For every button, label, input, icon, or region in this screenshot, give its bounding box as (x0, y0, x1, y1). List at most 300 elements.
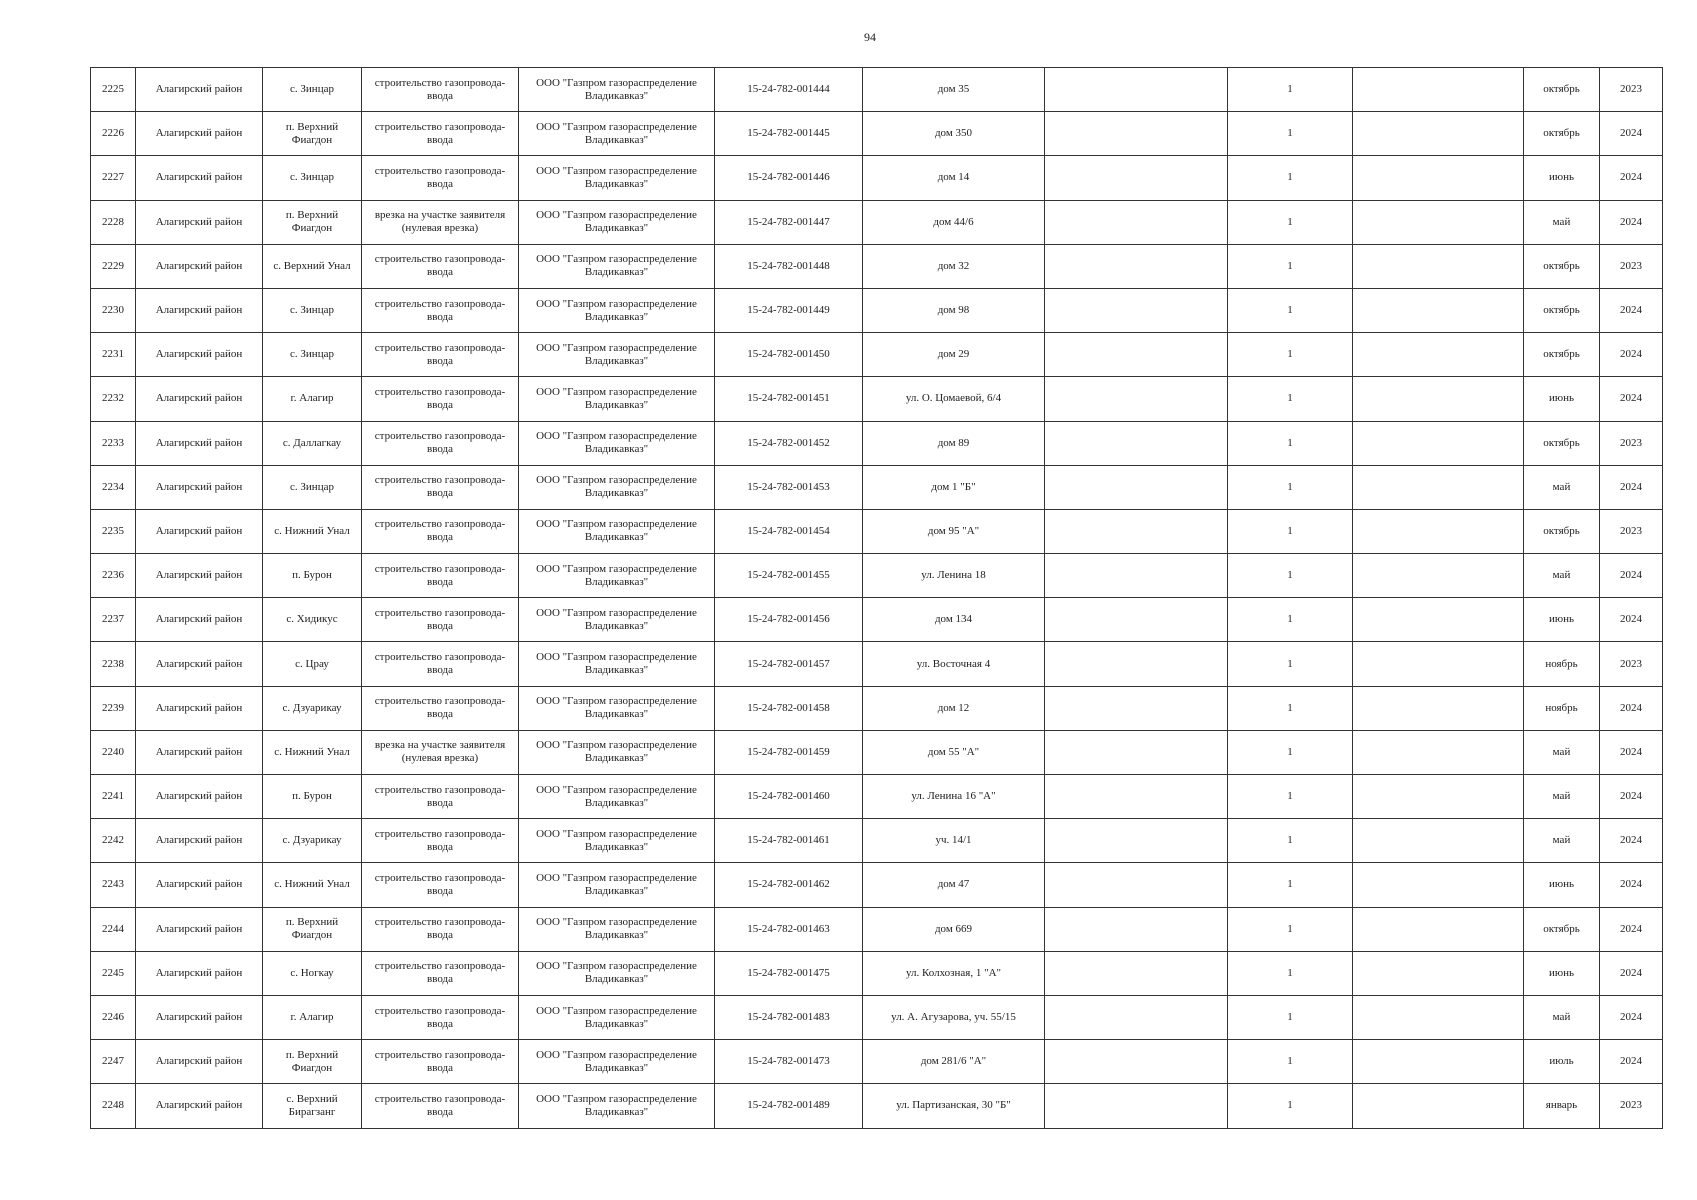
table-row (91, 775, 1663, 819)
district-cell: Алагирский район (136, 377, 263, 421)
month-cell: май (1524, 819, 1600, 863)
quantity-cell: 1 (1228, 465, 1353, 509)
application-code-cell: 15-24-782-001459 (715, 730, 863, 774)
empty-cell (1353, 377, 1524, 421)
empty-cell (1045, 1040, 1228, 1084)
row-number-cell: 2238 (91, 642, 136, 686)
address-cell: дом 14 (863, 156, 1045, 200)
application-code-cell: 15-24-782-001448 (715, 244, 863, 288)
month-cell: октябрь (1524, 288, 1600, 332)
address-cell: ул. Партизанская, 30 "Б" (863, 1084, 1045, 1128)
work-type-cell: строительство газопровода-ввода (362, 288, 519, 332)
address-cell: дом 89 (863, 421, 1045, 465)
settlement-cell: с. Нижний Унал (263, 730, 362, 774)
quantity-cell: 1 (1228, 907, 1353, 951)
row-number-cell: 2232 (91, 377, 136, 421)
month-cell: ноябрь (1524, 686, 1600, 730)
registry-table (90, 67, 1663, 1129)
application-code-cell: 15-24-782-001461 (715, 819, 863, 863)
year-cell: 2024 (1600, 819, 1663, 863)
district-cell: Алагирский район (136, 642, 263, 686)
empty-cell (1353, 244, 1524, 288)
row-number-cell: 2230 (91, 288, 136, 332)
year-cell: 2024 (1600, 775, 1663, 819)
address-cell: дом 95 "А" (863, 509, 1045, 553)
district-cell: Алагирский район (136, 1040, 263, 1084)
month-cell: май (1524, 775, 1600, 819)
month-cell: ноябрь (1524, 642, 1600, 686)
table-row (91, 951, 1663, 995)
address-cell: уч. 14/1 (863, 819, 1045, 863)
empty-cell (1353, 775, 1524, 819)
row-number-cell: 2240 (91, 730, 136, 774)
empty-cell (1353, 421, 1524, 465)
application-code-cell: 15-24-782-001475 (715, 951, 863, 995)
address-cell: ул. Ленина 18 (863, 554, 1045, 598)
settlement-cell: с. Дзуарикау (263, 819, 362, 863)
district-cell: Алагирский район (136, 68, 263, 112)
month-cell: июнь (1524, 598, 1600, 642)
quantity-cell: 1 (1228, 554, 1353, 598)
month-cell: октябрь (1524, 244, 1600, 288)
row-number-cell: 2234 (91, 465, 136, 509)
year-cell: 2024 (1600, 554, 1663, 598)
empty-cell (1353, 200, 1524, 244)
organization-cell: ООО "Газпром газораспределение Владикавказ" (519, 244, 715, 288)
table-row (91, 686, 1663, 730)
table-row (91, 819, 1663, 863)
empty-cell (1353, 554, 1524, 598)
year-cell: 2023 (1600, 1084, 1663, 1128)
table-row (91, 1084, 1663, 1128)
empty-cell (1045, 863, 1228, 907)
year-cell: 2024 (1600, 377, 1663, 421)
empty-cell (1353, 68, 1524, 112)
empty-cell (1045, 288, 1228, 332)
empty-cell (1045, 686, 1228, 730)
empty-cell (1353, 863, 1524, 907)
application-code-cell: 15-24-782-001444 (715, 68, 863, 112)
empty-cell (1045, 775, 1228, 819)
year-cell: 2024 (1600, 907, 1663, 951)
address-cell: ул. Восточная 4 (863, 642, 1045, 686)
quantity-cell: 1 (1228, 642, 1353, 686)
address-cell: ул. Ленина 16 "А" (863, 775, 1045, 819)
application-code-cell: 15-24-782-001483 (715, 995, 863, 1039)
empty-cell (1045, 244, 1228, 288)
settlement-cell: п. Верхний Фиагдон (263, 907, 362, 951)
work-type-cell: строительство газопровода-ввода (362, 686, 519, 730)
application-code-cell: 15-24-782-001489 (715, 1084, 863, 1128)
work-type-cell: строительство газопровода-ввода (362, 68, 519, 112)
empty-cell (1045, 465, 1228, 509)
district-cell: Алагирский район (136, 200, 263, 244)
quantity-cell: 1 (1228, 730, 1353, 774)
quantity-cell: 1 (1228, 598, 1353, 642)
application-code-cell: 15-24-782-001453 (715, 465, 863, 509)
address-cell: дом 281/6 "А" (863, 1040, 1045, 1084)
table-row (91, 377, 1663, 421)
table-row (91, 907, 1663, 951)
row-number-cell: 2231 (91, 333, 136, 377)
empty-cell (1353, 642, 1524, 686)
settlement-cell: с. Зинцар (263, 68, 362, 112)
settlement-cell: п. Верхний Фиагдон (263, 200, 362, 244)
settlement-cell: с. Зинцар (263, 465, 362, 509)
work-type-cell: строительство газопровода-ввода (362, 598, 519, 642)
row-number-cell: 2242 (91, 819, 136, 863)
quantity-cell: 1 (1228, 1040, 1353, 1084)
empty-cell (1045, 951, 1228, 995)
month-cell: январь (1524, 1084, 1600, 1128)
work-type-cell: строительство газопровода-ввода (362, 995, 519, 1039)
organization-cell: ООО "Газпром газораспределение Владикавказ" (519, 1040, 715, 1084)
settlement-cell: п. Бурон (263, 554, 362, 598)
address-cell: дом 98 (863, 288, 1045, 332)
settlement-cell: с. Верхний Унал (263, 244, 362, 288)
table-row (91, 730, 1663, 774)
month-cell: июнь (1524, 156, 1600, 200)
registry-table-body (91, 68, 1663, 1129)
empty-cell (1353, 1040, 1524, 1084)
application-code-cell: 15-24-782-001449 (715, 288, 863, 332)
work-type-cell: строительство газопровода-ввода (362, 377, 519, 421)
empty-cell (1045, 642, 1228, 686)
table-row (91, 598, 1663, 642)
empty-cell (1045, 509, 1228, 553)
organization-cell: ООО "Газпром газораспределение Владикавказ" (519, 907, 715, 951)
table-row (91, 863, 1663, 907)
application-code-cell: 15-24-782-001451 (715, 377, 863, 421)
empty-cell (1353, 156, 1524, 200)
district-cell: Алагирский район (136, 995, 263, 1039)
table-row (91, 465, 1663, 509)
month-cell: май (1524, 730, 1600, 774)
district-cell: Алагирский район (136, 465, 263, 509)
empty-cell (1353, 1084, 1524, 1128)
organization-cell: ООО "Газпром газораспределение Владикавказ" (519, 509, 715, 553)
quantity-cell: 1 (1228, 156, 1353, 200)
year-cell: 2023 (1600, 244, 1663, 288)
organization-cell: ООО "Газпром газораспределение Владикавказ" (519, 730, 715, 774)
empty-cell (1045, 333, 1228, 377)
table-row (91, 1040, 1663, 1084)
organization-cell: ООО "Газпром газораспределение Владикавказ" (519, 200, 715, 244)
work-type-cell: строительство газопровода-ввода (362, 951, 519, 995)
quantity-cell: 1 (1228, 819, 1353, 863)
work-type-cell: строительство газопровода-ввода (362, 333, 519, 377)
settlement-cell: с. Зинцар (263, 333, 362, 377)
empty-cell (1045, 554, 1228, 598)
address-cell: дом 669 (863, 907, 1045, 951)
year-cell: 2023 (1600, 642, 1663, 686)
address-cell: дом 134 (863, 598, 1045, 642)
organization-cell: ООО "Газпром газораспределение Владикавказ" (519, 288, 715, 332)
empty-cell (1353, 288, 1524, 332)
year-cell: 2024 (1600, 598, 1663, 642)
district-cell: Алагирский район (136, 907, 263, 951)
year-cell: 2024 (1600, 112, 1663, 156)
empty-cell (1353, 112, 1524, 156)
organization-cell: ООО "Газпром газораспределение Владикавказ" (519, 68, 715, 112)
district-cell: Алагирский район (136, 686, 263, 730)
settlement-cell: с. Зинцар (263, 156, 362, 200)
address-cell: дом 32 (863, 244, 1045, 288)
application-code-cell: 15-24-782-001460 (715, 775, 863, 819)
row-number-cell: 2233 (91, 421, 136, 465)
application-code-cell: 15-24-782-001456 (715, 598, 863, 642)
row-number-cell: 2243 (91, 863, 136, 907)
district-cell: Алагирский район (136, 244, 263, 288)
address-cell: дом 47 (863, 863, 1045, 907)
year-cell: 2024 (1600, 288, 1663, 332)
empty-cell (1045, 200, 1228, 244)
month-cell: октябрь (1524, 509, 1600, 553)
quantity-cell: 1 (1228, 995, 1353, 1039)
year-cell: 2024 (1600, 863, 1663, 907)
year-cell: 2024 (1600, 465, 1663, 509)
quantity-cell: 1 (1228, 951, 1353, 995)
empty-cell (1045, 68, 1228, 112)
month-cell: октябрь (1524, 421, 1600, 465)
organization-cell: ООО "Газпром газораспределение Владикавказ" (519, 951, 715, 995)
month-cell: май (1524, 200, 1600, 244)
quantity-cell: 1 (1228, 288, 1353, 332)
row-number-cell: 2227 (91, 156, 136, 200)
organization-cell: ООО "Газпром газораспределение Владикавказ" (519, 819, 715, 863)
work-type-cell: строительство газопровода-ввода (362, 465, 519, 509)
application-code-cell: 15-24-782-001445 (715, 112, 863, 156)
settlement-cell: п. Верхний Фиагдон (263, 1040, 362, 1084)
row-number-cell: 2235 (91, 509, 136, 553)
settlement-cell: с. Нижний Унал (263, 509, 362, 553)
table-row (91, 642, 1663, 686)
empty-cell (1045, 995, 1228, 1039)
work-type-cell: строительство газопровода-ввода (362, 819, 519, 863)
empty-cell (1353, 907, 1524, 951)
empty-cell (1045, 156, 1228, 200)
row-number-cell: 2226 (91, 112, 136, 156)
organization-cell: ООО "Газпром газораспределение Владикавказ" (519, 686, 715, 730)
address-cell: дом 55 "А" (863, 730, 1045, 774)
organization-cell: ООО "Газпром газораспределение Владикавказ" (519, 863, 715, 907)
row-number-cell: 2241 (91, 775, 136, 819)
application-code-cell: 15-24-782-001454 (715, 509, 863, 553)
empty-cell (1045, 819, 1228, 863)
empty-cell (1045, 1084, 1228, 1128)
district-cell: Алагирский район (136, 554, 263, 598)
empty-cell (1045, 421, 1228, 465)
address-cell: ул. Колхозная, 1 "А" (863, 951, 1045, 995)
month-cell: июнь (1524, 377, 1600, 421)
settlement-cell: с. Верхний Бирагзанг (263, 1084, 362, 1128)
month-cell: май (1524, 465, 1600, 509)
page-number: 94 (864, 30, 876, 44)
month-cell: июнь (1524, 951, 1600, 995)
month-cell: октябрь (1524, 68, 1600, 112)
year-cell: 2023 (1600, 509, 1663, 553)
quantity-cell: 1 (1228, 377, 1353, 421)
year-cell: 2024 (1600, 730, 1663, 774)
quantity-cell: 1 (1228, 68, 1353, 112)
work-type-cell: строительство газопровода-ввода (362, 863, 519, 907)
row-number-cell: 2244 (91, 907, 136, 951)
empty-cell (1353, 686, 1524, 730)
settlement-cell: п. Верхний Фиагдон (263, 112, 362, 156)
empty-cell (1353, 995, 1524, 1039)
work-type-cell: строительство газопровода-ввода (362, 509, 519, 553)
quantity-cell: 1 (1228, 863, 1353, 907)
empty-cell (1045, 907, 1228, 951)
district-cell: Алагирский район (136, 333, 263, 377)
year-cell: 2023 (1600, 421, 1663, 465)
month-cell: май (1524, 995, 1600, 1039)
row-number-cell: 2245 (91, 951, 136, 995)
table-row (91, 200, 1663, 244)
table-row (91, 995, 1663, 1039)
quantity-cell: 1 (1228, 421, 1353, 465)
quantity-cell: 1 (1228, 112, 1353, 156)
empty-cell (1045, 112, 1228, 156)
year-cell: 2024 (1600, 333, 1663, 377)
quantity-cell: 1 (1228, 509, 1353, 553)
settlement-cell: с. Зинцар (263, 288, 362, 332)
empty-cell (1045, 377, 1228, 421)
settlement-cell: г. Алагир (263, 377, 362, 421)
district-cell: Алагирский район (136, 819, 263, 863)
year-cell: 2024 (1600, 995, 1663, 1039)
organization-cell: ООО "Газпром газораспределение Владикавказ" (519, 598, 715, 642)
work-type-cell: строительство газопровода-ввода (362, 112, 519, 156)
district-cell: Алагирский район (136, 951, 263, 995)
year-cell: 2024 (1600, 156, 1663, 200)
empty-cell (1353, 333, 1524, 377)
settlement-cell: с. Нижний Унал (263, 863, 362, 907)
table-row (91, 68, 1663, 112)
address-cell: дом 29 (863, 333, 1045, 377)
empty-cell (1353, 509, 1524, 553)
work-type-cell: строительство газопровода-ввода (362, 554, 519, 598)
settlement-cell: п. Бурон (263, 775, 362, 819)
work-type-cell: строительство газопровода-ввода (362, 421, 519, 465)
work-type-cell: строительство газопровода-ввода (362, 1084, 519, 1128)
district-cell: Алагирский район (136, 863, 263, 907)
row-number-cell: 2237 (91, 598, 136, 642)
district-cell: Алагирский район (136, 775, 263, 819)
row-number-cell: 2228 (91, 200, 136, 244)
settlement-cell: с. Ногкау (263, 951, 362, 995)
empty-cell (1353, 598, 1524, 642)
organization-cell: ООО "Газпром газораспределение Владикавказ" (519, 421, 715, 465)
work-type-cell: строительство газопровода-ввода (362, 907, 519, 951)
organization-cell: ООО "Газпром газораспределение Владикавказ" (519, 465, 715, 509)
address-cell: ул. О. Цомаевой, 6/4 (863, 377, 1045, 421)
district-cell: Алагирский район (136, 112, 263, 156)
row-number-cell: 2229 (91, 244, 136, 288)
empty-cell (1353, 819, 1524, 863)
settlement-cell: с. Хидикус (263, 598, 362, 642)
organization-cell: ООО "Газпром газораспределение Владикавказ" (519, 156, 715, 200)
organization-cell: ООО "Газпром газораспределение Владикавказ" (519, 112, 715, 156)
address-cell: дом 12 (863, 686, 1045, 730)
application-code-cell: 15-24-782-001450 (715, 333, 863, 377)
organization-cell: ООО "Газпром газораспределение Владикавказ" (519, 775, 715, 819)
year-cell: 2024 (1600, 200, 1663, 244)
row-number-cell: 2247 (91, 1040, 136, 1084)
application-code-cell: 15-24-782-001455 (715, 554, 863, 598)
address-cell: дом 44/6 (863, 200, 1045, 244)
work-type-cell: строительство газопровода-ввода (362, 642, 519, 686)
address-cell: ул. А. Агузарова, уч. 55/15 (863, 995, 1045, 1039)
table-row (91, 554, 1663, 598)
organization-cell: ООО "Газпром газораспределение Владикавказ" (519, 995, 715, 1039)
organization-cell: ООО "Газпром газораспределение Владикавказ" (519, 554, 715, 598)
organization-cell: ООО "Газпром газораспределение Владикавказ" (519, 377, 715, 421)
district-cell: Алагирский район (136, 598, 263, 642)
month-cell: июнь (1524, 863, 1600, 907)
application-code-cell: 15-24-782-001447 (715, 200, 863, 244)
month-cell: июль (1524, 1040, 1600, 1084)
application-code-cell: 15-24-782-001458 (715, 686, 863, 730)
year-cell: 2024 (1600, 951, 1663, 995)
organization-cell: ООО "Газпром газораспределение Владикавказ" (519, 642, 715, 686)
work-type-cell: строительство газопровода-ввода (362, 156, 519, 200)
district-cell: Алагирский район (136, 156, 263, 200)
month-cell: октябрь (1524, 112, 1600, 156)
quantity-cell: 1 (1228, 244, 1353, 288)
table-row (91, 156, 1663, 200)
work-type-cell: строительство газопровода-ввода (362, 1040, 519, 1084)
quantity-cell: 1 (1228, 686, 1353, 730)
row-number-cell: 2225 (91, 68, 136, 112)
month-cell: октябрь (1524, 333, 1600, 377)
district-cell: Алагирский район (136, 1084, 263, 1128)
settlement-cell: с. Црау (263, 642, 362, 686)
row-number-cell: 2246 (91, 995, 136, 1039)
table-row (91, 421, 1663, 465)
empty-cell (1353, 730, 1524, 774)
quantity-cell: 1 (1228, 1084, 1353, 1128)
application-code-cell: 15-24-782-001446 (715, 156, 863, 200)
settlement-cell: с. Даллагкау (263, 421, 362, 465)
row-number-cell: 2239 (91, 686, 136, 730)
empty-cell (1353, 951, 1524, 995)
settlement-cell: г. Алагир (263, 995, 362, 1039)
table-row (91, 112, 1663, 156)
row-number-cell: 2236 (91, 554, 136, 598)
application-code-cell: 15-24-782-001473 (715, 1040, 863, 1084)
quantity-cell: 1 (1228, 333, 1353, 377)
row-number-cell: 2248 (91, 1084, 136, 1128)
year-cell: 2023 (1600, 68, 1663, 112)
organization-cell: ООО "Газпром газораспределение Владикавказ" (519, 1084, 715, 1128)
district-cell: Алагирский район (136, 421, 263, 465)
district-cell: Алагирский район (136, 730, 263, 774)
empty-cell (1045, 730, 1228, 774)
organization-cell: ООО "Газпром газораспределение Владикавказ" (519, 333, 715, 377)
year-cell: 2024 (1600, 1040, 1663, 1084)
work-type-cell: строительство газопровода-ввода (362, 244, 519, 288)
month-cell: май (1524, 554, 1600, 598)
district-cell: Алагирский район (136, 288, 263, 332)
work-type-cell: врезка на участке заявителя (нулевая врезка) (362, 200, 519, 244)
address-cell: дом 350 (863, 112, 1045, 156)
district-cell: Алагирский район (136, 509, 263, 553)
year-cell: 2024 (1600, 686, 1663, 730)
application-code-cell: 15-24-782-001462 (715, 863, 863, 907)
application-code-cell: 15-24-782-001463 (715, 907, 863, 951)
empty-cell (1045, 598, 1228, 642)
